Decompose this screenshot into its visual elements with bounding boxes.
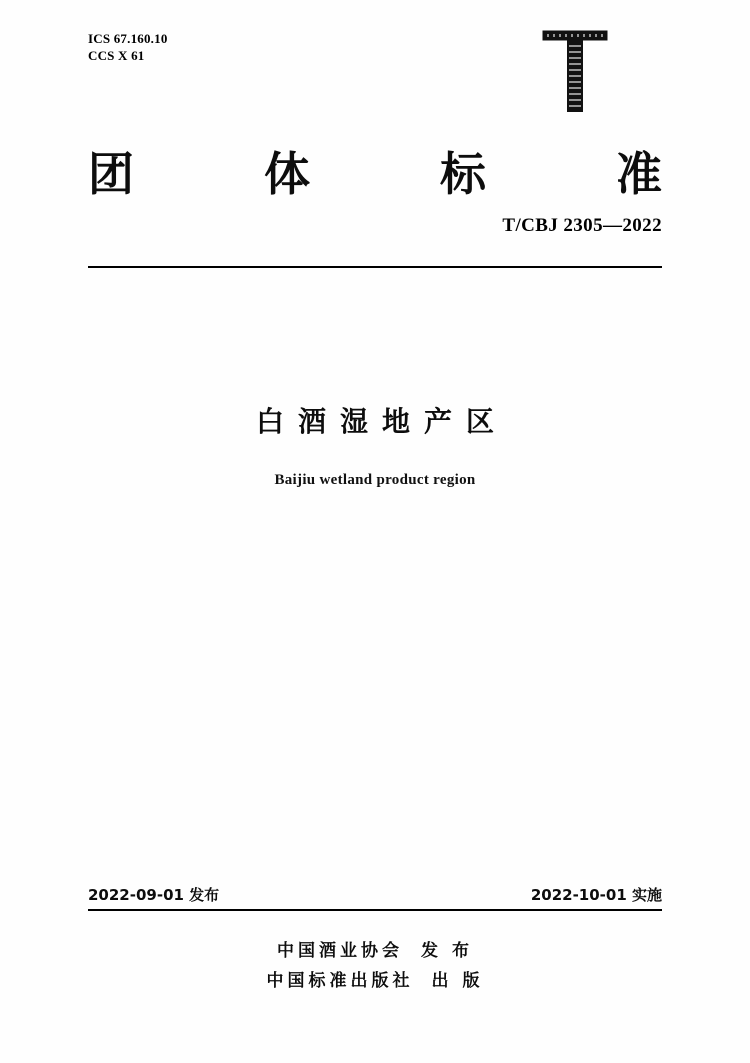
publisher-line — [0, 936, 750, 961]
press-action: 出 版 — [431, 971, 484, 991]
effective-date: 2022-10-01 实施 — [530, 886, 662, 904]
standard-number: T/CBJ 2305—2022 — [502, 215, 662, 236]
ccs-code: CCS X 61 — [88, 48, 145, 63]
heading-char-1: 团 — [88, 147, 134, 201]
press-organization: 中国标准出版社 — [266, 971, 414, 991]
heading-char-2: 体 — [264, 147, 310, 201]
standard-type-heading — [88, 138, 662, 204]
heading-char-4: 准 — [616, 147, 662, 201]
letter-t-logo-icon — [540, 28, 610, 114]
heading-char-3: 标 — [440, 147, 486, 201]
document-title-chinese: 白酒湿地产区 — [255, 405, 508, 438]
issue-date: 2022-09-01 发布 — [88, 886, 220, 904]
ics-code: ICS 67.160.10 — [88, 31, 168, 46]
publisher-organization: 中国酒业协会 — [277, 941, 404, 961]
publisher-action: 发 布 — [421, 941, 473, 961]
document-title-english: Baijiu wetland product region — [274, 472, 476, 488]
press-line — [0, 966, 750, 991]
footer-divider — [88, 909, 662, 911]
classification-codes — [88, 30, 168, 64]
header-divider — [88, 266, 662, 268]
